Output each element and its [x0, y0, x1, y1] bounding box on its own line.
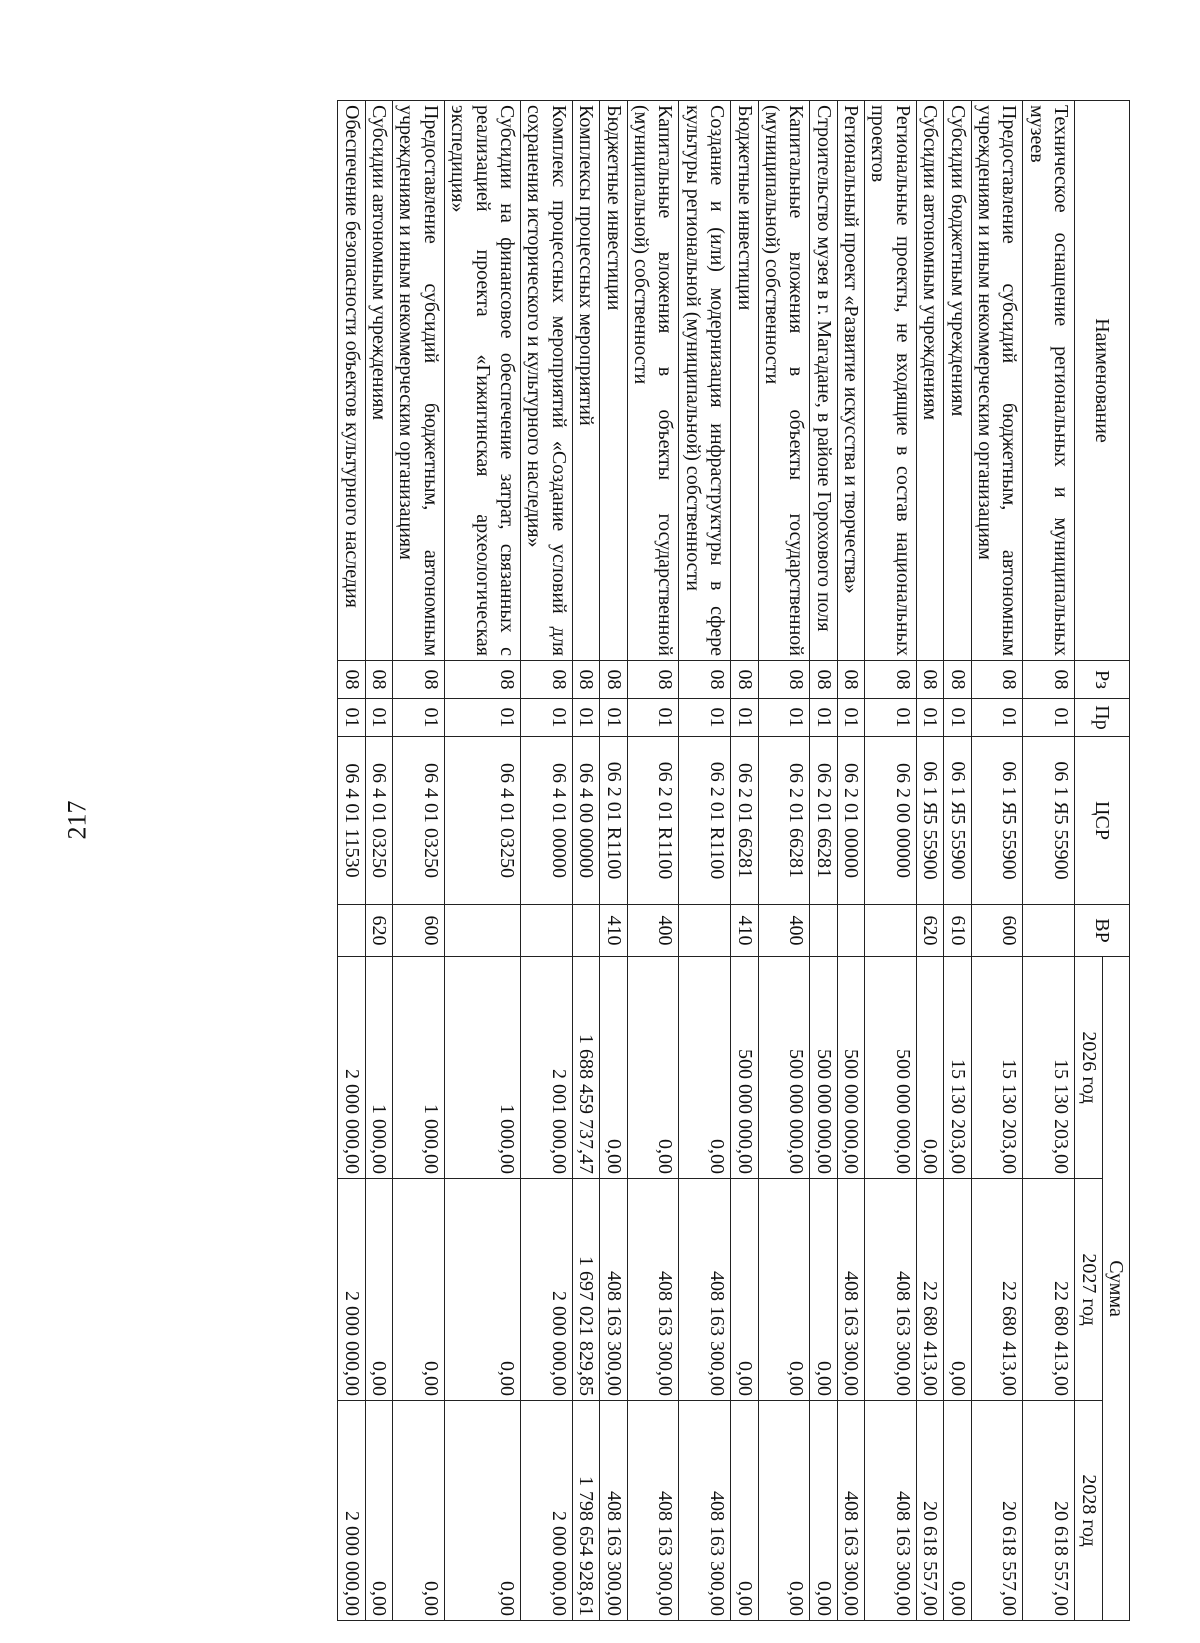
- row-sum-2026: 500 000 000,00: [758, 957, 810, 1179]
- row-name: Субсидии автономным учреждениям: [916, 101, 943, 661]
- row-sum-2026: 500 000 000,00: [865, 957, 917, 1179]
- row-sum-2026: 1 688 459 737,47: [572, 957, 599, 1179]
- row-sum-2028: 408 163 300,00: [600, 1401, 627, 1621]
- row-csr: 06 2 01 R1100: [679, 737, 731, 905]
- row-vr: [338, 905, 365, 957]
- row-vr: [1023, 905, 1075, 957]
- row-sum-2028: 0,00: [944, 1401, 971, 1621]
- row-sum-2026: 500 000 000,00: [731, 957, 758, 1179]
- row-rz: 08: [627, 661, 679, 699]
- row-rz: 08: [572, 661, 599, 699]
- row-vr: 600: [971, 905, 1023, 957]
- table-body: [338, 101, 1075, 1621]
- row-sum-2027: 408 163 300,00: [679, 1179, 731, 1401]
- row-sum-2026: 0,00: [600, 957, 627, 1179]
- table-row: [521, 101, 573, 1621]
- row-name: Региональный проект «Развитие искусства и творчества»: [837, 101, 864, 661]
- row-sum-2027: 0,00: [731, 1179, 758, 1401]
- row-vr: [679, 905, 731, 957]
- table-row: [865, 101, 917, 1621]
- row-csr: 06 2 01 00000: [837, 737, 864, 905]
- row-vr: 400: [758, 905, 810, 957]
- row-sum-2026: 2 001 000,00: [521, 957, 573, 1179]
- row-name: Техническое оснащение региональных и муниципальных музеев: [1023, 101, 1075, 661]
- table-row: [810, 101, 837, 1621]
- row-name: Бюджетные инвестиции: [731, 101, 758, 661]
- table-row: [338, 101, 365, 1621]
- row-pr: 01: [627, 699, 679, 737]
- row-pr: 01: [916, 699, 943, 737]
- row-csr: 06 2 01 66281: [810, 737, 837, 905]
- row-name: Бюджетные инвестиции: [600, 101, 627, 661]
- row-rz: 08: [1023, 661, 1075, 699]
- row-vr: 400: [627, 905, 679, 957]
- row-sum-2027: 0,00: [444, 1179, 520, 1401]
- row-rz: 08: [865, 661, 917, 699]
- row-name: Комплекс процессных мероприятий «Создание условий для сохранения исторического и культурного наследия»: [521, 101, 573, 661]
- row-sum-2026: 0,00: [679, 957, 731, 1179]
- row-vr: 410: [731, 905, 758, 957]
- row-rz: 08: [758, 661, 810, 699]
- row-sum-2028: 408 163 300,00: [865, 1401, 917, 1621]
- table-row: [444, 101, 520, 1621]
- table-row: [393, 101, 445, 1621]
- row-sum-2026: 15 130 203,00: [971, 957, 1023, 1179]
- row-rz: 08: [521, 661, 573, 699]
- row-sum-2028: 0,00: [393, 1401, 445, 1621]
- table-row: [731, 101, 758, 1621]
- row-sum-2026: 2 000 000,00: [338, 957, 365, 1179]
- row-rz: 08: [365, 661, 392, 699]
- header-csr: ЦСР: [1075, 737, 1130, 905]
- header-2028: 2028 год: [1075, 1401, 1102, 1621]
- row-sum-2027: 408 163 300,00: [837, 1179, 864, 1401]
- row-csr: 06 2 01 66281: [731, 737, 758, 905]
- header-2026: 2026 год: [1075, 957, 1102, 1179]
- row-rz: 08: [944, 661, 971, 699]
- row-rz: 08: [679, 661, 731, 699]
- row-sum-2027: 0,00: [944, 1179, 971, 1401]
- row-csr: 06 1 Я5 55900: [971, 737, 1023, 905]
- row-sum-2026: 0,00: [627, 957, 679, 1179]
- header-pr: Пр: [1075, 699, 1130, 737]
- page-number: 217: [62, 800, 92, 840]
- row-sum-2027: 2 000 000,00: [338, 1179, 365, 1401]
- row-csr: 06 4 01 03250: [365, 737, 392, 905]
- row-sum-2028: 0,00: [810, 1401, 837, 1621]
- row-sum-2027: 0,00: [810, 1179, 837, 1401]
- row-vr: [810, 905, 837, 957]
- row-pr: 01: [444, 699, 520, 737]
- row-sum-2027: 22 680 413,00: [916, 1179, 943, 1401]
- row-sum-2027: 1 697 021 829,85: [572, 1179, 599, 1401]
- row-name: Субсидии бюджетным учреждениям: [944, 101, 971, 661]
- table-row: [600, 101, 627, 1621]
- row-csr: 06 4 01 00000: [521, 737, 573, 905]
- row-sum-2028: 20 618 557,00: [971, 1401, 1023, 1621]
- row-pr: 01: [572, 699, 599, 737]
- row-pr: 01: [971, 699, 1023, 737]
- table-row: [679, 101, 731, 1621]
- table-row: [1023, 101, 1075, 1621]
- row-vr: [444, 905, 520, 957]
- row-sum-2027: 408 163 300,00: [600, 1179, 627, 1401]
- row-sum-2028: 0,00: [444, 1401, 520, 1621]
- row-pr: 01: [365, 699, 392, 737]
- row-name: Капитальные вложения в объекты государственной (муниципальной) собственности: [627, 101, 679, 661]
- row-pr: 01: [600, 699, 627, 737]
- row-name: Предоставление субсидий бюджетным, автономным учреждениям и иным некоммерческим организациям: [971, 101, 1023, 661]
- row-vr: [521, 905, 573, 957]
- rotated-table-container: [280, 100, 1130, 1620]
- header-sum: Сумма: [1102, 957, 1129, 1621]
- row-sum-2027: 0,00: [758, 1179, 810, 1401]
- row-vr: [865, 905, 917, 957]
- row-csr: 06 2 01 R1100: [600, 737, 627, 905]
- row-name: Предоставление субсидий бюджетным, автономным учреждениям и иным некоммерческим организациям: [393, 101, 445, 661]
- row-name: Региональные проекты, не входящие в состав национальных проектов: [865, 101, 917, 661]
- row-sum-2028: 408 163 300,00: [679, 1401, 731, 1621]
- row-name: Субсидии автономным учреждениям: [365, 101, 392, 661]
- row-csr: 06 2 01 66281: [758, 737, 810, 905]
- row-name: Комплексы процессных мероприятий: [572, 101, 599, 661]
- row-rz: 08: [731, 661, 758, 699]
- row-vr: 620: [365, 905, 392, 957]
- row-name: Создание и (или) модернизация инфраструктуры в сфере культуры региональной (муниципальной) собственности: [679, 101, 731, 661]
- header-rz: Рз: [1075, 661, 1130, 699]
- table-row: [365, 101, 392, 1621]
- table-header: [1075, 101, 1130, 1621]
- row-sum-2027: 2 000 000,00: [521, 1179, 573, 1401]
- row-vr: 620: [916, 905, 943, 957]
- row-vr: [837, 905, 864, 957]
- table-row: [916, 101, 943, 1621]
- row-sum-2027: 0,00: [365, 1179, 392, 1401]
- row-csr: 06 1 Я5 55900: [944, 737, 971, 905]
- row-pr: 01: [338, 699, 365, 737]
- row-rz: 08: [837, 661, 864, 699]
- row-pr: 01: [521, 699, 573, 737]
- row-pr: 01: [810, 699, 837, 737]
- row-sum-2026: 1 000,00: [365, 957, 392, 1179]
- row-name: Обеспечение безопасности объектов культурного наследия: [338, 101, 365, 661]
- budget-table: [337, 100, 1130, 1621]
- row-csr: 06 4 00 00000: [572, 737, 599, 905]
- row-sum-2027: 408 163 300,00: [627, 1179, 679, 1401]
- row-pr: 01: [865, 699, 917, 737]
- row-rz: 08: [338, 661, 365, 699]
- row-csr: 06 2 00 00000: [865, 737, 917, 905]
- row-sum-2027: 22 680 413,00: [1023, 1179, 1075, 1401]
- row-pr: 01: [1023, 699, 1075, 737]
- row-pr: 01: [837, 699, 864, 737]
- row-pr: 01: [679, 699, 731, 737]
- row-rz: 08: [810, 661, 837, 699]
- row-csr: 06 1 Я5 55900: [1023, 737, 1075, 905]
- row-csr: 06 4 01 03250: [393, 737, 445, 905]
- row-rz: 08: [971, 661, 1023, 699]
- row-sum-2028: 408 163 300,00: [837, 1401, 864, 1621]
- table-row: [944, 101, 971, 1621]
- row-sum-2027: 22 680 413,00: [971, 1179, 1023, 1401]
- row-sum-2028: 0,00: [731, 1401, 758, 1621]
- row-sum-2028: 0,00: [758, 1401, 810, 1621]
- row-rz: 08: [393, 661, 445, 699]
- row-sum-2026: 500 000 000,00: [837, 957, 864, 1179]
- row-sum-2028: 20 618 557,00: [1023, 1401, 1075, 1621]
- row-csr: 06 4 01 11530: [338, 737, 365, 905]
- row-sum-2028: 20 618 557,00: [916, 1401, 943, 1621]
- row-csr: 06 4 01 03250: [444, 737, 520, 905]
- row-sum-2028: 0,00: [365, 1401, 392, 1621]
- row-sum-2028: 2 000 000,00: [521, 1401, 573, 1621]
- row-name: Строительство музея в г. Магадане, в районе Горохового поля: [810, 101, 837, 661]
- row-vr: [572, 905, 599, 957]
- row-pr: 01: [758, 699, 810, 737]
- row-vr: 410: [600, 905, 627, 957]
- row-sum-2026: 1 000,00: [444, 957, 520, 1179]
- row-pr: 01: [393, 699, 445, 737]
- row-sum-2026: 0,00: [916, 957, 943, 1179]
- table-row: [572, 101, 599, 1621]
- row-name: Субсидии на финансовое обеспечение затрат, связанных с реализацией проекта «Гижигинская археологическая экспедиция»: [444, 101, 520, 661]
- row-pr: 01: [944, 699, 971, 737]
- row-sum-2026: 15 130 203,00: [944, 957, 971, 1179]
- table-row: [758, 101, 810, 1621]
- row-vr: 600: [393, 905, 445, 957]
- row-sum-2027: 0,00: [393, 1179, 445, 1401]
- row-sum-2028: 2 000 000,00: [338, 1401, 365, 1621]
- table-row: [837, 101, 864, 1621]
- header-2027: 2027 год: [1075, 1179, 1102, 1401]
- row-rz: 08: [600, 661, 627, 699]
- row-sum-2026: 500 000 000,00: [810, 957, 837, 1179]
- row-sum-2026: 1 000,00: [393, 957, 445, 1179]
- row-sum-2026: 15 130 203,00: [1023, 957, 1075, 1179]
- row-sum-2028: 408 163 300,00: [627, 1401, 679, 1621]
- row-rz: 08: [444, 661, 520, 699]
- row-vr: 610: [944, 905, 971, 957]
- row-sum-2028: 1 798 654 928,61: [572, 1401, 599, 1621]
- table-row: [627, 101, 679, 1621]
- row-sum-2027: 408 163 300,00: [865, 1179, 917, 1401]
- header-name: Наименование: [1075, 101, 1130, 661]
- header-vr: ВР: [1075, 905, 1130, 957]
- row-csr: 06 1 Я5 55900: [916, 737, 943, 905]
- table-row: [971, 101, 1023, 1621]
- row-csr: 06 2 01 R1100: [627, 737, 679, 905]
- row-name: Капитальные вложения в объекты государственной (муниципальной) собственности: [758, 101, 810, 661]
- row-rz: 08: [916, 661, 943, 699]
- row-pr: 01: [731, 699, 758, 737]
